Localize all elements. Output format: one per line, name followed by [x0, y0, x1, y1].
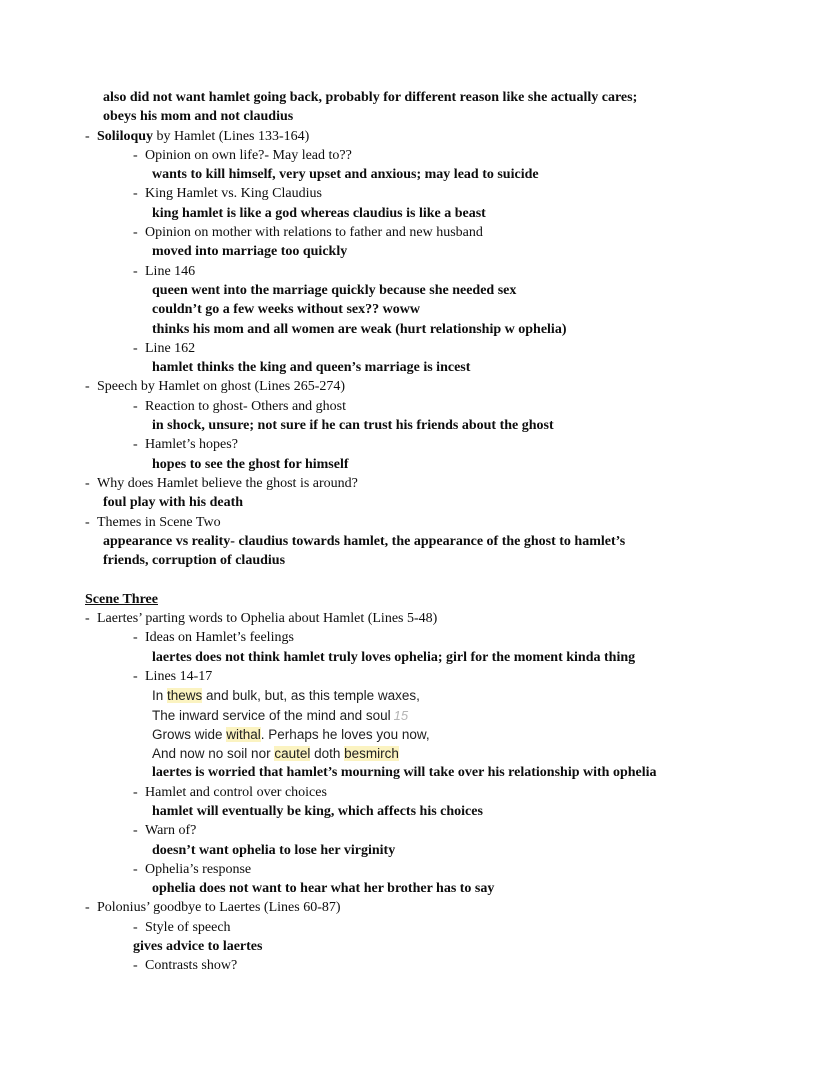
- bullet-line: [133, 339, 808, 358]
- answer-line: [133, 937, 808, 956]
- answer-line: [152, 204, 808, 223]
- quote-line: [152, 744, 808, 763]
- line-text: [145, 184, 322, 203]
- line-text: [97, 474, 358, 493]
- text-segment: Opinion on mother with relations to father and new husband: [145, 225, 483, 241]
- bullet-line: [133, 918, 808, 937]
- answer-line: [152, 242, 808, 261]
- line-text: [145, 918, 231, 937]
- line-text: [145, 783, 327, 802]
- line-text: [152, 744, 399, 763]
- text-segment: laertes does not think hamlet truly loves ophelia; girl for the moment kinda thing: [152, 649, 636, 665]
- line-text: [145, 262, 195, 281]
- line-text: [152, 242, 347, 261]
- text-segment: also did not want hamlet going back, probably for different reason like she actually cares;: [103, 90, 638, 105]
- line-text: [152, 725, 430, 744]
- bullet-dash: -: [133, 147, 138, 163]
- answer-line: [103, 493, 808, 512]
- bullet-line: [133, 628, 808, 647]
- text-segment: Laertes’ parting words to Ophelia about Hamlet (Lines 5-48): [97, 611, 438, 627]
- text-segment: by Hamlet (Lines 133-164): [153, 128, 310, 144]
- bullet-line: [85, 609, 808, 628]
- answer-line: [103, 532, 808, 551]
- text-segment: Contrasts show?: [145, 958, 238, 974]
- bullet-dash: -: [133, 861, 138, 877]
- line-text: [152, 416, 554, 435]
- text-segment: Scene Three: [85, 591, 158, 607]
- bullet-line: [133, 821, 808, 840]
- text-segment: moved into marriage too quickly: [152, 244, 348, 260]
- bullet-dash: -: [133, 668, 138, 684]
- quote-line: [152, 706, 808, 725]
- text-segment: Themes in Scene Two: [97, 514, 221, 530]
- text-segment: thinks his mom and all women are weak (hurt relationship w ophelia): [152, 321, 567, 337]
- text-segment: obeys his mom and not claudius: [103, 109, 294, 125]
- text-segment: Opinion on own life?- May lead to??: [145, 147, 352, 163]
- text-segment: Lines 14-17: [145, 668, 213, 684]
- bullet-dash: -: [133, 958, 138, 974]
- text-segment: Line 162: [145, 340, 196, 356]
- line-text: [103, 532, 625, 551]
- line-text: [103, 107, 293, 126]
- text-segment: Reaction to ghost- Others and ghost: [145, 398, 347, 414]
- line-text: [97, 513, 221, 532]
- bullet-dash: -: [85, 900, 90, 916]
- line-text: [152, 802, 483, 821]
- text-segment: doesn’t want ophelia to lose her virginity: [152, 842, 396, 858]
- text-segment: couldn’t go a few weeks without sex?? woww: [152, 302, 420, 318]
- line-text: [152, 686, 420, 705]
- text-segment: queen went into the marriage quickly because she needed sex: [152, 282, 517, 298]
- line-text: [152, 455, 349, 474]
- bullet-line: [133, 146, 808, 165]
- text-segment: ophelia does not want to hear what her brother has to say: [152, 881, 495, 897]
- line-text: [103, 551, 285, 570]
- text-segment: Hamlet’s hopes?: [145, 437, 238, 453]
- answer-line: [152, 165, 808, 184]
- text-segment: hamlet thinks the king and queen’s marriage is incest: [152, 360, 471, 376]
- answer-line: [152, 455, 808, 474]
- bullet-dash: -: [85, 611, 90, 627]
- answer-line: [152, 648, 808, 667]
- answer-line: [152, 281, 808, 300]
- text-segment: wants to kill himself, very upset and anxious; may lead to suicide: [152, 167, 539, 183]
- bullet-dash: -: [133, 398, 138, 414]
- line-text: [145, 860, 251, 879]
- answer-line: [103, 88, 808, 107]
- answer-line: [103, 551, 808, 570]
- quote-line: [152, 725, 808, 744]
- text-segment: doth: [310, 746, 345, 762]
- text-segment: foul play with his death: [103, 495, 244, 511]
- bullet-line: [85, 127, 808, 146]
- line-text: [85, 590, 158, 609]
- answer-line: [152, 320, 808, 339]
- text-segment: The inward service of the mind and soul: [152, 707, 391, 723]
- line-text: [152, 165, 539, 184]
- line-text: [152, 300, 420, 319]
- highlighted-text: thews: [167, 688, 203, 704]
- bullet-line: [133, 435, 808, 454]
- text-segment: Polonius’ goodbye to Laertes (Lines 60-87): [97, 900, 341, 916]
- text-segment: appearance vs reality- claudius towards hamlet, the appearance of the ghost to hamlet’s: [103, 533, 626, 549]
- line-text: [152, 320, 566, 339]
- highlighted-text: besmirch: [344, 746, 399, 762]
- line-text: [133, 937, 262, 956]
- answer-line: [152, 763, 808, 782]
- text-segment: Ophelia’s response: [145, 861, 252, 877]
- bullet-line: [133, 397, 808, 416]
- answer-line: [152, 841, 808, 860]
- section-heading: [85, 590, 808, 609]
- text-segment: Why does Hamlet believe the ghost is around?: [97, 475, 358, 491]
- text-segment: Ideas on Hamlet’s feelings: [145, 630, 294, 646]
- line-text: [145, 146, 352, 165]
- text-segment: King Hamlet vs. King Claudius: [145, 186, 322, 202]
- bullet-dash: -: [133, 919, 138, 935]
- text-segment: gives advice to laertes: [133, 939, 263, 955]
- text-segment: laertes is worried that hamlet’s mourning will take over his relationship with ophelia: [152, 765, 657, 781]
- bullet-line: [85, 377, 808, 396]
- text-segment: Soliloquy: [97, 128, 154, 144]
- text-segment: Line 146: [145, 263, 196, 279]
- bullet-dash: -: [133, 784, 138, 800]
- text-segment: king hamlet is like a god whereas claudius is like a beast: [152, 205, 486, 221]
- bullet-line: [133, 262, 808, 281]
- highlighted-text: cautel: [274, 746, 311, 762]
- highlighted-text: withal: [226, 726, 261, 742]
- line-text: [145, 667, 212, 686]
- line-text: [97, 609, 437, 628]
- line-text: [145, 339, 195, 358]
- bullet-line: [133, 956, 808, 975]
- text-segment: Hamlet and control over choices: [145, 784, 327, 800]
- text-segment: Speech by Hamlet on ghost (Lines 265-274): [97, 379, 346, 395]
- line-text: [97, 377, 345, 396]
- bullet-dash: -: [133, 186, 138, 202]
- line-text: [97, 898, 341, 917]
- bullet-dash: -: [85, 514, 90, 530]
- text-segment: . Perhaps he loves you now,: [260, 726, 430, 742]
- line-text: [152, 706, 408, 725]
- line-text: [103, 493, 243, 512]
- line-text: [152, 841, 395, 860]
- line-text: [145, 821, 196, 840]
- quote-line: [152, 686, 808, 705]
- text-segment: friends, corruption of claudius: [103, 553, 286, 569]
- bullet-line: [133, 184, 808, 203]
- line-text: [152, 204, 486, 223]
- bullet-dash: -: [133, 263, 138, 279]
- bullet-dash: -: [133, 630, 138, 646]
- text-segment: hopes to see the ghost for himself: [152, 456, 349, 472]
- text-segment: in shock, unsure; not sure if he can trust his friends about the ghost: [152, 418, 554, 434]
- line-text: [145, 397, 346, 416]
- answer-line: [103, 107, 808, 126]
- answer-line: [152, 358, 808, 377]
- line-text: [152, 281, 516, 300]
- line-text: [152, 648, 635, 667]
- text-segment: And now no soil nor: [152, 746, 275, 762]
- line-text: [103, 88, 637, 107]
- quote-line-number: 15: [393, 707, 409, 723]
- line-text: [152, 763, 657, 782]
- answer-line: [152, 879, 808, 898]
- bullet-line: [133, 667, 808, 686]
- text-segment: and bulk, but, as this temple waxes,: [202, 688, 420, 704]
- bullet-dash: -: [133, 225, 138, 241]
- text-segment: Warn of?: [145, 823, 197, 839]
- bullet-dash: -: [133, 823, 138, 839]
- line-text: [145, 435, 238, 454]
- blank-line: [85, 570, 808, 589]
- line-text: [145, 956, 237, 975]
- bullet-line: [133, 860, 808, 879]
- line-text: [152, 879, 494, 898]
- text-segment: In: [152, 688, 168, 704]
- text-segment: Grows wide: [152, 726, 227, 742]
- bullet-line: [133, 783, 808, 802]
- line-text: [152, 358, 470, 377]
- bullet-line: [85, 474, 808, 493]
- text-segment: Style of speech: [145, 919, 231, 935]
- text-segment: hamlet will eventually be king, which affects his choices: [152, 803, 483, 819]
- bullet-dash: -: [85, 128, 90, 144]
- bullet-dash: -: [85, 475, 90, 491]
- line-text: [145, 223, 483, 242]
- bullet-dash: -: [133, 437, 138, 453]
- answer-line: [152, 802, 808, 821]
- bullet-line: [85, 898, 808, 917]
- line-text: [97, 127, 309, 146]
- answer-line: [152, 416, 808, 435]
- bullet-line: [133, 223, 808, 242]
- line-text: [145, 628, 294, 647]
- answer-line: [152, 300, 808, 319]
- bullet-line: [85, 513, 808, 532]
- bullet-dash: -: [85, 379, 90, 395]
- bullet-dash: -: [133, 340, 138, 356]
